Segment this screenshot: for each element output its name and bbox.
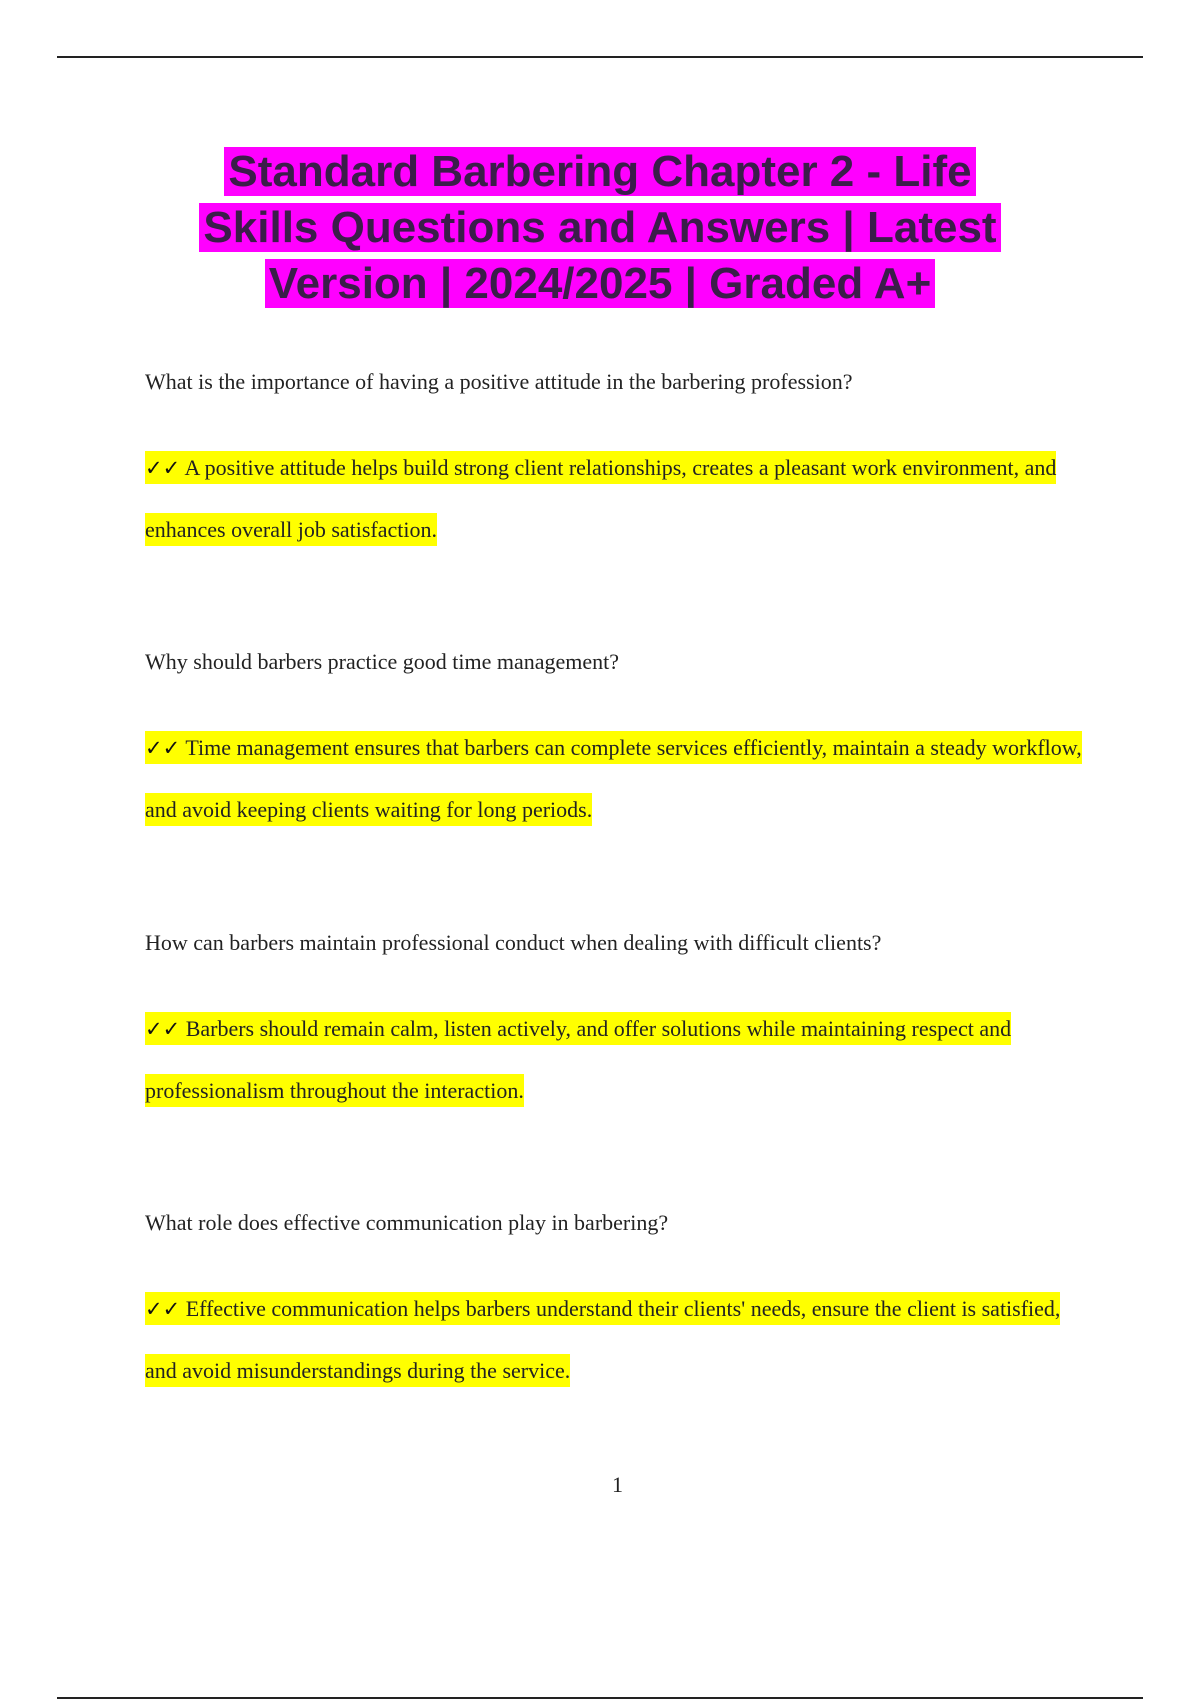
question-text: How can barbers maintain professional conduct when dealing with difficult clients? xyxy=(145,930,882,955)
answer-block xyxy=(145,1278,1085,1401)
double-check-icon: ✓✓ xyxy=(145,456,181,480)
answer-highlight xyxy=(145,731,1082,826)
answer-text: Effective communication helps barbers understand their clients' needs, ensure the client is satisfied, and avoid misunderstandings during the service. xyxy=(145,1296,1061,1383)
title-line-2: Skills Questions and Answers | Latest xyxy=(199,203,1000,252)
question-text: Why should barbers practice good time management? xyxy=(145,649,620,674)
double-check-icon: ✓✓ xyxy=(145,1297,181,1321)
qa-item-3 xyxy=(145,928,1085,1121)
answer-block xyxy=(145,437,1085,560)
qa-item-2 xyxy=(145,647,1085,840)
answer-text: A positive attitude helps build strong client relationships, creates a pleasant work environment, and enhances overall job satisfaction. xyxy=(145,455,1057,542)
answer-text: Time management ensures that barbers can complete services efficiently, maintain a steady workflow, and avoid keeping clients waiting for long periods. xyxy=(145,735,1082,822)
top-rule xyxy=(57,56,1143,58)
bottom-rule xyxy=(57,1697,1143,1699)
question-text: What is the importance of having a positive attitude in the barbering profession? xyxy=(145,369,853,394)
double-check-icon: ✓✓ xyxy=(145,736,181,760)
answer-highlight xyxy=(145,1012,1011,1107)
answer-block xyxy=(145,998,1085,1121)
document-title xyxy=(140,144,1060,312)
title-line-3: Version | 2024/2025 | Graded A+ xyxy=(265,259,936,308)
qa-item-4 xyxy=(145,1208,1085,1401)
question-text: What role does effective communication play in barbering? xyxy=(145,1210,669,1235)
answer-text: Barbers should remain calm, listen actively, and offer solutions while maintaining respect and professionalism throughout the interaction. xyxy=(145,1016,1012,1103)
answer-highlight xyxy=(145,1292,1060,1387)
title-line-1: Standard Barbering Chapter 2 - Life xyxy=(224,147,975,196)
qa-item-1 xyxy=(145,367,1085,560)
double-check-icon: ✓✓ xyxy=(145,1017,181,1041)
page-number: 1 xyxy=(612,1472,623,1497)
answer-highlight xyxy=(145,451,1056,546)
answer-block xyxy=(145,717,1085,840)
